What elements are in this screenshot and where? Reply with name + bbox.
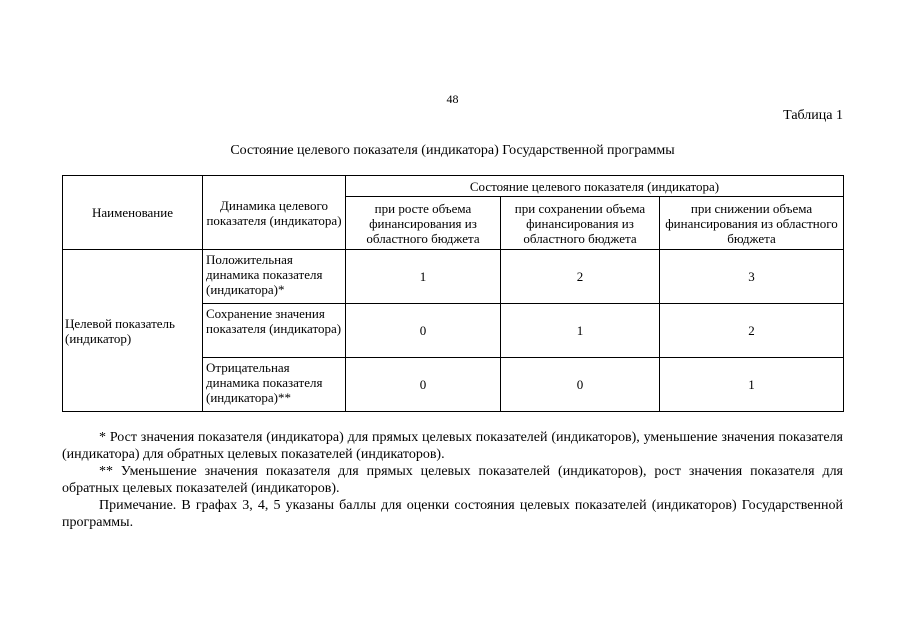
- header-growth: при росте объема финансирования из областного бюджета: [346, 197, 501, 250]
- header-name: Наименование: [63, 176, 203, 250]
- cell-decrease: 3: [660, 250, 844, 304]
- page-number: 48: [446, 92, 459, 106]
- cell-decrease: 1: [660, 358, 844, 412]
- header-decrease: при снижении объема финансирования из областного бюджета: [660, 197, 844, 250]
- cell-growth: 0: [346, 304, 501, 358]
- row-dynamics: Сохранение значения показателя (индикатора): [203, 304, 346, 358]
- header-row: [63, 176, 844, 197]
- row-label: Целевой показатель (индикатор): [63, 250, 203, 412]
- header-dynamics: Динамика целевого показателя (индикатора): [203, 176, 346, 250]
- cell-decrease: 2: [660, 304, 844, 358]
- cell-growth: 1: [346, 250, 501, 304]
- cell-preserve: 2: [501, 250, 660, 304]
- footnote-single-asterisk: * Рост значения показателя (индикатора) для прямых целевых показателей (индикаторов), уменьшение значения показателя (индикатора) для обратных целевых показателей (индикаторов).: [62, 430, 843, 462]
- row-dynamics: Отрицательная динамика показателя (индикатора)**: [203, 358, 346, 412]
- header-state-group: Состояние целевого показателя (индикатора): [346, 176, 844, 197]
- header-preserve: при сохранении объема финансирования из областного бюджета: [501, 197, 660, 250]
- row-dynamics: Положительная динамика показателя (индикатора)*: [203, 250, 346, 304]
- table-row: [63, 250, 844, 304]
- table-title: Состояние целевого показателя (индикатора) Государственной программы: [230, 143, 675, 158]
- cell-preserve: 0: [501, 358, 660, 412]
- cell-growth: 0: [346, 358, 501, 412]
- notes: [62, 429, 843, 531]
- cell-preserve: 1: [501, 304, 660, 358]
- remark: Примечание. В графах 3, 4, 5 указаны баллы для оценки состояния целевых показателей (индикаторов) Государственной программы.: [62, 498, 843, 530]
- indicator-state-table: [62, 175, 844, 412]
- table-label: Таблица 1: [783, 108, 843, 123]
- footnote-double-asterisk: ** Уменьшение значения показателя для прямых целевых показателей (индикаторов), рост значения показателя для обратных целевых показателей (индикаторов).: [62, 464, 843, 496]
